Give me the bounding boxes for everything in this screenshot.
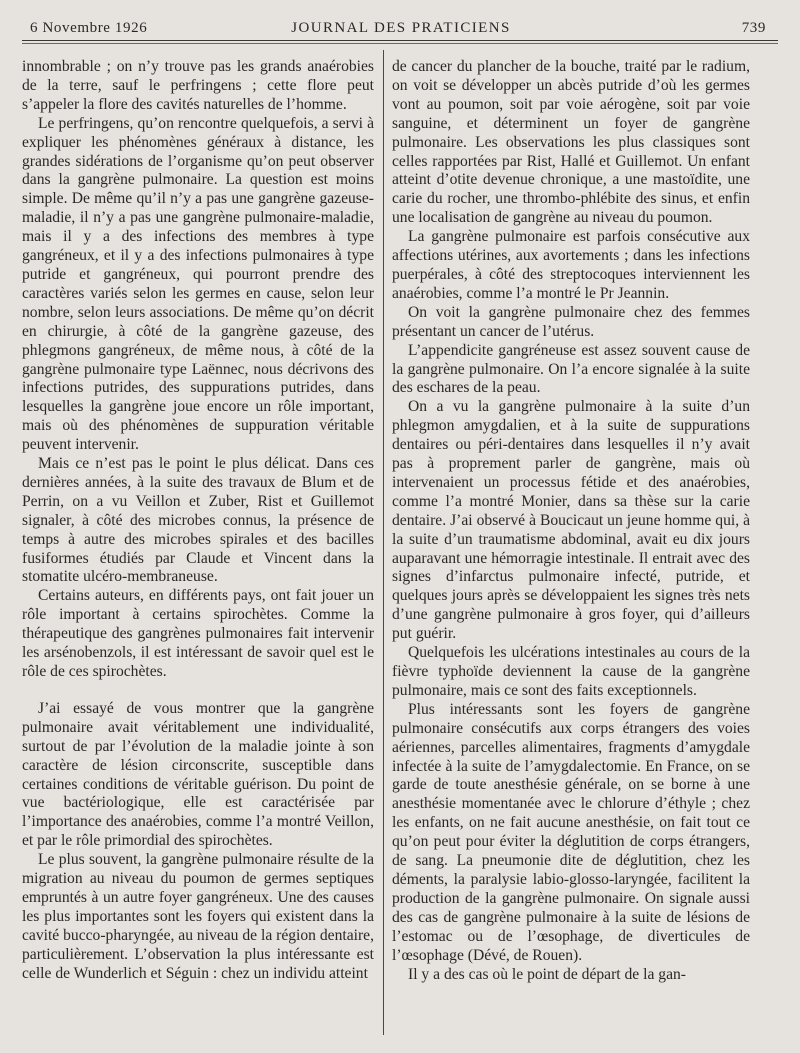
header-rule xyxy=(22,40,778,41)
paragraph: Quelquefois les ulcérations intestinales au cours de la fièvre typhoïde deviennent la cause de la gangrène pulmonaire, mais ce sont des faits exceptionnels. xyxy=(392,644,750,699)
left-column xyxy=(22,58,374,984)
paragraph: innombrable ; on n’y trouve pas les grands anaérobies de la terre, sauf le perfringens ; cette flore peut s’appeler la flore des cavités naturelles de l’homme. xyxy=(22,58,374,113)
paragraph: L’appendicite gangréneuse est assez souvent cause de la gangrène pulmonaire. On l’a encore signalée à la suite des eschares de la peau. xyxy=(392,341,750,397)
paragraph: Plus intéressants sont les foyers de gangrène pulmonaire consécutifs aux corps étrangers des voies aériennes, parcelles alimentaires, fragments d’amygdale infectée à la suite de l’amygdalectomie. En France, on se garde de toute anesthésie générale, on se borne à une anesthésie momentanée avec le chlorure d’éthyle ; chez les enfants, on ne fait aucune anesthésie, on fait tout ce qu’on peut pour éviter la déglutition de corps étrangers, de sang. La pneumonie dite de déglutition, chez les déments, la paralysie labio-glosso-laryngée, facilitent la production de la gangrène pulmonaire. On signale aussi des cas de gangrène pulmonaire à la suite de lésions de l’estomac ou de l’œsophage, de diverticules de l’œsophage (Dévé, de Rouen). xyxy=(392,700,750,964)
paragraph: J’ai essayé de vous montrer que la gangrène pulmonaire avait véritablement une individualité, surtout de par l’évolution de la maladie jointe à son caractère de lésion circonscrite, susceptible dans certaines conditions de véritable guérison. Du point de vue bactériologique, elle est caractérisée par l’importance des anaérobies, comme l’a montré Veillon, et par le rôle primordial des spirochètes. xyxy=(22,699,374,850)
paragraph: de cancer du plancher de la bouche, traité par le radium, on voit se développer un abcès putride d’où les germes vont au poumon, soit par voie aérogène, soit par voie sanguine, et déterminent un foyer de gangrène pulmonaire. Les observations les plus classiques sont celles rapportées par Rist, Hallé et Guillemot. Un enfant atteint d’otite devenue chronique, a une mastoïdite, une carie du rocher, une thrombo-phlébite des sinus, et enfin une localisation de gangrène au niveau du poumon. xyxy=(392,58,750,227)
paragraph: Le perfringens, qu’on rencontre quelquefois, a servi à expliquer les phénomènes généraux à distance, les grandes sidérations de l’organisme qu’on peut observer dans la gangrène pulmonaire. La question est moins simple. De même qu’il n’y a pas une gangrène gazeuse-maladie, il n’y a pas une gangrène pulmonaire-maladie, mais il y a des infections des membres à type gangréneux, et il y a des infections pulmonaires à type putride et gangréneux, qui pourront prendre des caractères variés selon les germes en cause, selon leur nombre, selon leurs associations. De même qu’on décrit en chirurgie, à côté de la gangrène gazeuse, des phlegmons gangréneux, de même nous, à côté de la gangrène pulmonaire type Laënnec, nous décrivons des infections putrides, des suppurations putrides, dans lesquelles la gangrène joue encore un rôle important, mais où des phénomènes de suppuration véritable peuvent intervenir. xyxy=(22,114,374,454)
paragraph: Le plus souvent, la gangrène pulmonaire résulte de la migration au niveau du poumon de germes septiques empruntés à un autre foyer gangréneux. Une des causes les plus importantes sont les foyers qui existent dans la cavité bucco-pharyngée, au niveau de la région dentaire, particulièrement. L’observation la plus intéressante est celle de Wunderlich et Séguin : chez un individu atteint xyxy=(22,851,374,982)
paragraph: On a vu la gangrène pulmonaire à la suite d’un phlegmon amygdalien, et à la suite de suppurations dentaires ou péri-dentaires dans lesquelles il n’y avait pas à proprement parler de gangrène, mais où intervenaient un processus fétide et des anaérobies, comme l’a montré Monier, dans sa thèse sur la carie dentaire. J’ai observé à Boucicaut un jeune homme qui, à la suite d’un traumatisme abdominal, avait eu dix jours auparavant une hémorragie intestinale. Il entrait avec des signes d’infarctus pulmonaire infecté, putride, et quelques jours après se développaient les signes très nets d’une gangrène pulmonaire à gros foyer, qui d’ailleurs put guérir. xyxy=(392,398,750,643)
header-date: 6 Novembre 1926 xyxy=(30,20,148,36)
page-number: 739 xyxy=(741,20,766,36)
paragraph: On voit la gangrène pulmonaire chez des femmes présentant un cancer de l’utérus. xyxy=(392,303,750,340)
header-rule-thin xyxy=(22,43,778,44)
journal-title: JOURNAL DES PRATICIENS xyxy=(291,20,511,36)
paragraph: La gangrène pulmonaire est parfois consécutive aux affections utérines, aux avortements ; dans les infections puerpérales, à côté des streptocoques interviennent les anaérobies, comme l’a montré le Pr Jeannin. xyxy=(392,228,750,302)
running-header xyxy=(30,16,772,42)
paragraph: Certains auteurs, en différents pays, ont fait jouer un rôle important à certains spirochètes. Comme la thérapeutique des gangrènes pulmonaires fait intervenir les arsénobenzols, il est intéressant de savoir quel est le rôle de ces spirochètes. xyxy=(22,587,374,680)
paragraph: Il y a des cas où le point de départ de la gan- xyxy=(408,965,686,983)
paragraph: Mais ce n’est pas le point le plus délicat. Dans ces dernières années, à la suite des travaux de Blum et de Perrin, on a vu Veillon et Zuber, Rist et Guillemot signaler, à côté des microbes connus, la présence de temps à autre des microbes spirales et des bacilles fusiformes étudiés par Claude et Vincent dans la stomatite ulcéro-membraneuse. xyxy=(22,455,374,586)
right-column xyxy=(392,58,750,984)
column-divider xyxy=(383,50,384,1035)
